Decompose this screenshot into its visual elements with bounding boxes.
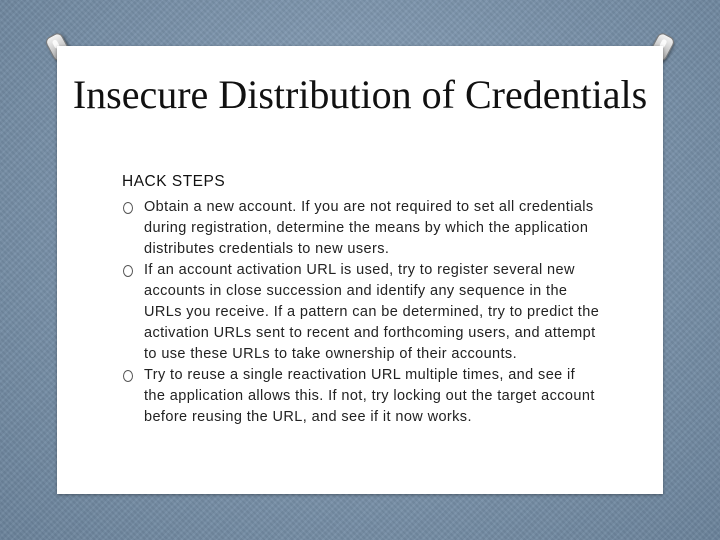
slide-card — [57, 46, 663, 494]
list-item — [122, 197, 600, 260]
list-item — [122, 365, 600, 428]
list-item-text: Try to reuse a single reactivation URL multiple times, and see if the application allows this. If not, try locking out the target account before reusing the URL, and see if it now works. — [144, 367, 595, 425]
circle-bullet-icon — [123, 370, 133, 382]
slide-title: Insecure Distribution of Credentials — [72, 72, 648, 117]
list-item — [122, 260, 600, 365]
section-heading: HACK STEPS — [122, 173, 226, 190]
list-item-text: If an account activation URL is used, try to register several new accounts in close succession and identify any sequence in the URLs you receive. If a pattern can be determined, try to predict the activation URLs sent to recent and forthcoming users, and attempt to use these URLs to take ownership of their accounts. — [144, 262, 600, 362]
list-item-text: Obtain a new account. If you are not required to set all credentials during registration, determine the means by which the application distributes credentials to new users. — [144, 199, 594, 257]
bullet-list — [122, 197, 600, 428]
circle-bullet-icon — [123, 265, 133, 277]
circle-bullet-icon — [123, 202, 133, 214]
